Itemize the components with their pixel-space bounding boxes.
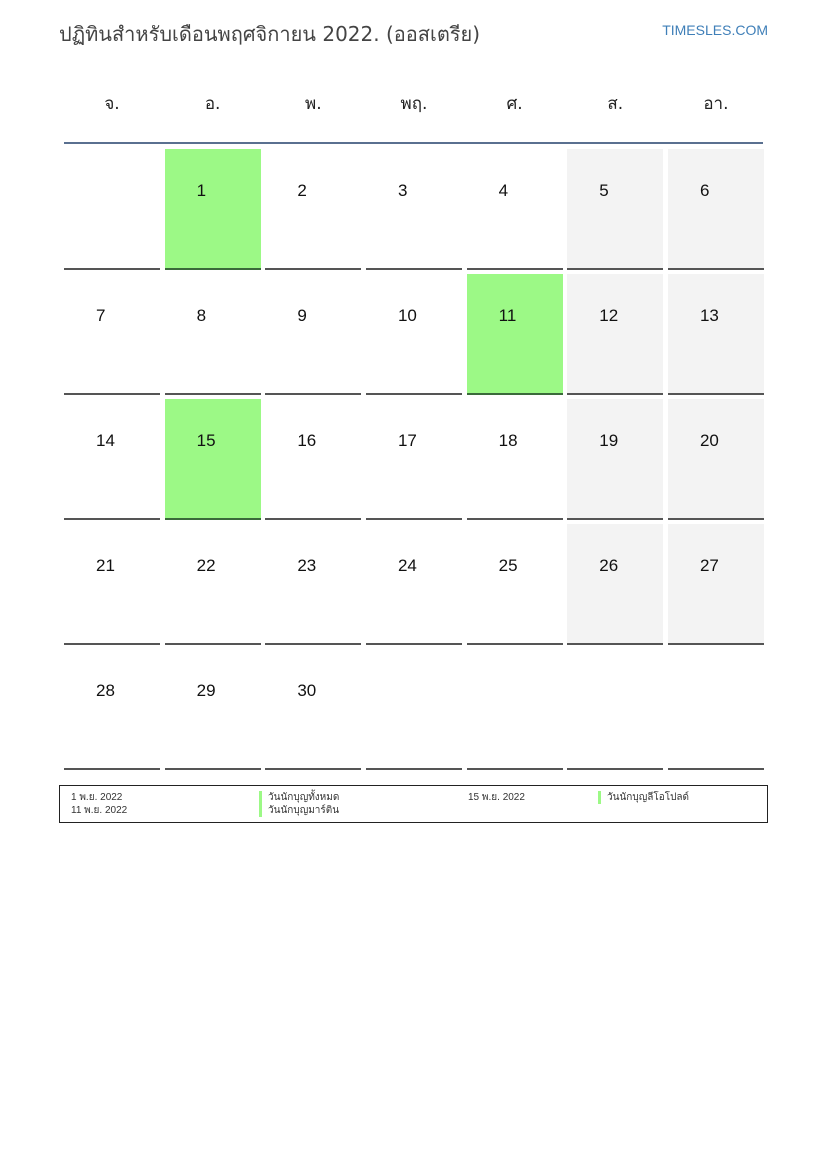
- day-number: 5: [599, 181, 609, 200]
- page-title: ปฏิทินสำหรับเดือนพฤศจิกายน 2022. (ออสเตรีย): [59, 22, 481, 46]
- day-number: 17: [397, 431, 417, 450]
- day-cell: [668, 399, 764, 520]
- day-cell: [64, 524, 160, 645]
- day-number: 24: [397, 556, 417, 575]
- day-number: 14: [96, 431, 115, 450]
- legend-holiday-name: วันนักบุญลีโอโปลด์: [598, 791, 689, 804]
- day-number: 20: [699, 431, 719, 450]
- day-cell: [467, 274, 563, 395]
- day-cell: [64, 274, 160, 395]
- day-cell: [668, 274, 764, 395]
- empty-day-cell: [64, 149, 160, 270]
- legend-holiday-name: วันนักบุญมาร์ติน: [259, 804, 339, 817]
- day-number: 30: [297, 681, 317, 700]
- legend-date: 1 พ.ย. 2022: [71, 792, 123, 803]
- day-cell: [165, 649, 261, 770]
- day-cell: [567, 149, 663, 270]
- day-number: 9: [297, 306, 307, 325]
- day-number: 19: [599, 431, 619, 450]
- day-cell: [265, 399, 361, 520]
- day-number: 10: [397, 306, 417, 325]
- day-cell: [265, 649, 361, 770]
- day-number: 3: [397, 181, 408, 200]
- day-number: 22: [196, 556, 216, 575]
- day-cell: [567, 274, 663, 395]
- day-number: 6: [699, 181, 710, 200]
- day-cell: [668, 524, 764, 645]
- day-cell: [265, 149, 361, 270]
- holiday-legend: [59, 785, 768, 823]
- day-number: 11: [498, 306, 517, 325]
- day-cell: [366, 524, 462, 645]
- day-number: 26: [599, 556, 619, 575]
- day-number: 29: [196, 681, 216, 700]
- legend-date: 11 พ.ย. 2022: [71, 805, 128, 816]
- header-divider: [64, 142, 763, 144]
- weekday-label-tue: อ.: [204, 94, 221, 114]
- day-cell: [366, 274, 462, 395]
- day-cell: [64, 399, 160, 520]
- day-cell: [366, 149, 462, 270]
- day-number: 23: [297, 556, 317, 575]
- day-number: 1: [196, 181, 207, 200]
- day-cell: [467, 399, 563, 520]
- day-number: 16: [297, 431, 317, 450]
- weekday-label-sat: ส.: [607, 94, 624, 114]
- day-number: 12: [599, 306, 619, 325]
- weekday-header-row: [64, 88, 764, 120]
- empty-day-cell: [366, 649, 462, 770]
- site-link[interactable]: TIMESLES.COM: [662, 22, 768, 38]
- empty-day-cell: [467, 649, 563, 770]
- day-number: 13: [699, 306, 719, 325]
- day-number: 8: [196, 306, 207, 325]
- weekday-label-thu: พฤ.: [400, 94, 428, 114]
- weekday-label-fri: ศ.: [506, 94, 523, 114]
- day-cell: [467, 149, 563, 270]
- day-number: 27: [699, 556, 719, 575]
- day-cell: [366, 399, 462, 520]
- day-cell: [165, 274, 261, 395]
- day-cell: [467, 524, 563, 645]
- day-cell: [64, 649, 160, 770]
- weekday-label-sun: อา.: [703, 94, 729, 114]
- day-cell: [165, 149, 261, 270]
- day-number: 28: [96, 681, 115, 700]
- legend-holiday-name: วันนักบุญทั้งหมด: [259, 791, 339, 804]
- day-number: 21: [96, 556, 115, 575]
- weekday-label-mon: จ.: [104, 94, 120, 114]
- day-cell: [567, 399, 663, 520]
- day-cell: [265, 524, 361, 645]
- day-number: 2: [297, 181, 307, 200]
- day-number: 18: [498, 431, 518, 450]
- day-cell: [165, 399, 261, 520]
- day-cell: [265, 274, 361, 395]
- empty-day-cell: [668, 649, 764, 770]
- weekday-label-wed: พ.: [305, 94, 322, 114]
- empty-day-cell: [567, 649, 663, 770]
- day-number: 4: [498, 181, 509, 200]
- legend-date: 15 พ.ย. 2022: [468, 792, 525, 803]
- day-number: 25: [498, 556, 518, 575]
- day-number: 7: [96, 306, 106, 325]
- day-cell: [165, 524, 261, 645]
- day-cell: [668, 149, 764, 270]
- day-cell: [567, 524, 663, 645]
- day-number: 15: [196, 431, 216, 450]
- calendar-grid: [64, 149, 764, 770]
